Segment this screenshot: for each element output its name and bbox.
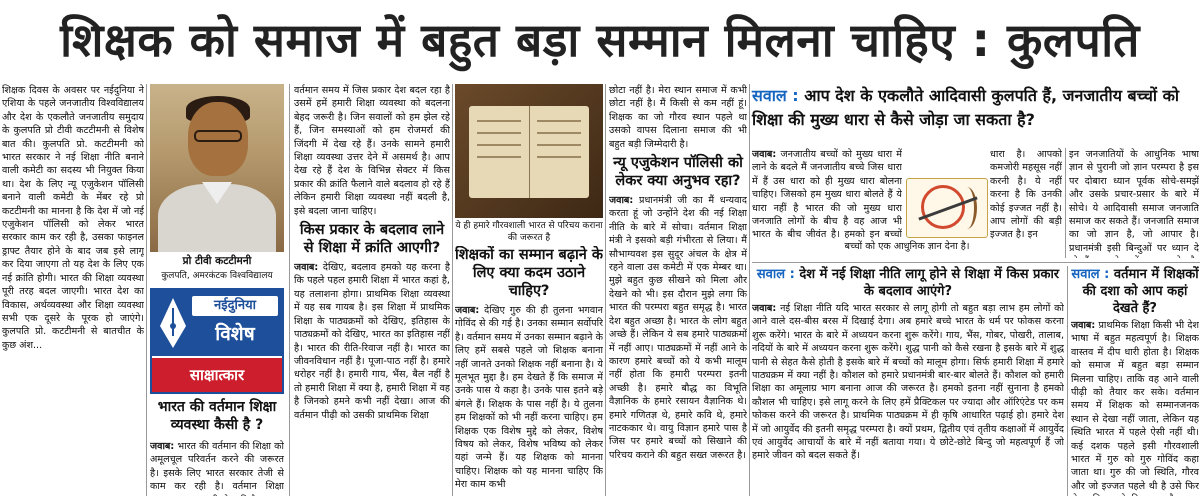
column-five-text: छोटा नहीं है। मेरा स्थान समाज में कभी छोटा नहीं है। मैं किसी से कम नहीं हूं। शिक्षक का जो गौरव स्थान पहले था उसको वापस दिलाना समाज की भी बहुत बड़ी जिम्मेदारी है। (609, 85, 747, 150)
vishesh-label: विशेष (215, 323, 255, 345)
column-three-text: वर्तमान समय में जिस प्रकार देश बदल रहा है उसमें हमें हमारी शिक्षा व्यवस्था को बदलना बेहद जरूरी है। जिन सवालों को हम झेल रहे हैं, जिन समस्याओं को हम रोजमर्रा की जिंदगी में देख रहे हैं। उनके सामने हमारी शिक्षा व्यवस्था उत्तर देने में असमर्थ है। आप देख रहे हैं देश के विभिन्न सेक्टर में किस प्रकार की क्रांति फैलाने वाले बदलाव हो रहे हैं लेकिन हमारी शिक्षा व्यवस्था नहीं बदली है, इसे बदला जाना चाहिए। (294, 85, 450, 217)
column-divider (1065, 148, 1066, 258)
column-divider (289, 84, 290, 496)
question-tag: सवाल : (752, 86, 799, 105)
naidunia-vishesh-logo (150, 288, 284, 394)
answer-text: प्रधानमंत्री जी का मैं धन्यवाद करता हूं जो उन्होंने देश की नई शिक्षा नीति के बारे में सोचा। वर्तमान शिक्षा मंत्री ने इसको बड़ी गंभीरता से लिया। मैं सौभाग्यवश इस सुदूर अंचल के क्षेत्र में रहने वाला उस कमेटी में एक मेम्बर था। मुझे बहुत कुछ सीखने को मिला और देखने को भी। इस दौरान मुझे लगा कि भारत की परम्परा बहुत समृद्ध है। भारत देश बहुत अच्छा है। भारत के लोग बहुत अच्छे हैं। लेकिन ये सब हमारे पाठ्यक्रमों में नहीं आए। पाठ्यक्रमों में नहीं आने के कारण हमारे बच्चों को ये कभी मालूम नहीं होता कि हमारी परम्परा इतनी अच्छी है। हमारे बौद्ध का विभूति वैज्ञानिक के हमारे रसायन वैज्ञानिक थे। हमारे गणितज्ञ थे, हमारे कवि थे, हमारे नाटककार थे। वायु विज्ञान हमारे पास है जिस पर हमारे बच्चों को सिखाने की परिचय कराने की बहुत सख्त जरूरत है। (609, 195, 747, 461)
book-photo-caption: ये ही हमारे गौरवशाली भारत से परिचय कराना की जरूरत है (455, 221, 603, 243)
pen-nib-icon (156, 296, 190, 350)
answer-lead: जवाब: (294, 262, 319, 274)
answer-lead: जवाब: (1071, 320, 1096, 331)
brand-name: नईदुनिया (192, 296, 278, 316)
column-five (609, 84, 747, 496)
column-eight-text: इन जनजातियों के आधुनिक भाषा ज्ञान से पुरानी जो ज्ञान परम्परा है इस पर दोबारा ध्यान पूर्वक सोचे-समझें और उसके प्रचार-प्रसार के बारे में सोचे। ये आदिवासी समाज जनजाति समाज कर सकते हैं। जनजाति समाज का जो ज्ञान है, जो आपार है। प्रधानमंत्री इसी बिन्दुओं पर ध्यान दे (1069, 149, 1199, 254)
intro-column (2, 84, 144, 496)
intro-text: शिक्षक दिवस के अवसर पर नईदुनिया ने एशिया के पहले जनजातीय विश्वविद्यालय और देश के एकलौते जनजातीय समुदाय के कुलपति प्रो टीवी कटटीमनी से विशेष बात की। कुलपति प्रो. कटटीमनी को भारत सरकार ने नई शिक्षा नीति बनाने वाली कमेटी का सदस्य भी नियुक्त किया था। देश के लिए न्यू एजुकेशन पॉलिसी बनाने वाली कमेटी के मेंबर रहे प्रो कटटीमनी का मानना है कि देश में जो नई एजुकेशन पॉलिसी को लेकर भारत सरकार काम कर रही है, उसका फाइनल ड्राफ्ट तैयार होने के बाद जब इसे लागू कर दिया जाएगा तो यह देश के लिए एक नई क्रांति होगी। भारत की शिक्षा व्यवस्था पूरी तरह बदल जाएगी। भारत देश का विकास, अर्थव्यवस्था और शिक्षा व्यवस्था सभी एक दूसरे के पूरक हो जाएंगे। कुलपति प्रो. कटटीमनी से बातचीत के कुछ अंश... (2, 85, 144, 351)
photo-caption-name: प्रो टीवी कटटीमनी (182, 255, 252, 267)
column-divider (749, 84, 750, 496)
question-tag: सवाल : (756, 267, 795, 282)
answer-text: देखिए गुरु की ही तुलना भगवान गोविंद से की गई है। उनका सम्मान सर्वोपरि है। वर्तमान समय में उनका सम्मान बढ़ाने के लिए हमें सबसे पहले जो शिक्षक बनाना नहीं जानते उनको शिक्षक नहीं बनाना है। ये मूलभूत मुद्दा है। हम देखते हैं कि समाज में उनके पास ये कहा है। उनके पास इतने बड़े बंगले हैं। शिक्षक के पास नहीं है। ये तुलना हम शिक्षकों को भी नहीं करना चाहिए। हम शिक्षक एक विशेष मुद्दे को लेकर, विशेष विषय को लेकर, विशेष भविष्य को लेकर यहां जन्मे हैं। यह शिक्षक को मानना चाहिए। शिक्षक को यह मानना चाहिए कि मेरा काम कभी (455, 305, 603, 491)
answer-lead: जवाब: (455, 305, 480, 316)
column-divider (452, 84, 453, 496)
column-eight (1069, 148, 1199, 258)
answer-text: जनजातीय बच्चों को मुख्य धारा में लाने के बदले मैं जनजातीय बच्चे जिस धारा में हैं उस धारा को ही मुख्य धारा बोलना चाहिए। जिसको हम मुख्य धारा बोलते हैं ये धारा नहीं है भारत की जो मुख्य धारा जनजाति लोगों के बीच है वह आज भी भारत के बीच जीवंत है। हमको इन बच्चों (752, 149, 902, 240)
answer-lead: जवाब: (752, 149, 777, 160)
archer-illustration (906, 178, 988, 238)
ancient-book-photo (455, 84, 603, 218)
sidebar-question-text: देश में नई शिक्षा नीति लागू होने से शिक्षा में किस प्रकार के बदलाव आएंगे? (794, 267, 1060, 299)
sidebar-teacher-condition-question (1071, 266, 1199, 317)
answer-lead: जवाब: (609, 195, 634, 207)
sidebar-new-policy-question (752, 266, 1064, 300)
sidebar-teacher-condition (1071, 266, 1199, 496)
column-six (752, 148, 902, 240)
vice-chancellor-photo (150, 84, 284, 252)
answer-lead: जवाब: (150, 441, 175, 452)
illustration-caption: बच्चों को एक आधुनिक ज्ञान देना है। (844, 241, 970, 252)
sidebar-question-text: वर्तमान में शिक्षकों की दशा को आप कहां देखते हैं? (1082, 267, 1199, 316)
page-headline: शिक्षक को समाज में बहुत बड़ा सम्मान मिलना चाहिए : कुलपति (60, 13, 1140, 67)
column-four (455, 246, 603, 496)
answer-text: प्राथमिक शिक्षा किसी भी देश भाषा में बहुत महत्वपूर्ण है। शिक्षक वास्तव में दीप धारी होता है। शिक्षक को समाज में बहुत बड़ा सम्मान मिलना चाहिए। ताकि वह आने वाली पीढ़ी को तैयार कर सके। वर्तमान समय में शिक्षक को सम्मानजनक स्थान से देखा नहीं जाता, लेकिन यह स्थिति भारत में पहले ऐसी नहीं थी। कई दशक पहले इसी गौरवशाली भारत में गुरु को गुरु गोविंद कहा जाता था। गुरु की जो स्थिति, गौरव और जो इज्जत पहले थी है उसे फिर (1071, 320, 1199, 492)
question-banner-text: आप देश के एकलौते आदिवासी कुलपति हैं, जनजातीय बच्चों को शिक्षा की मुख्य धारा से कैसे जोड़ा जा सकता है? (752, 86, 1180, 129)
answer-text: भारत की वर्तमान की शिक्षा को अमूलचूल परिवर्तन करने की जरूरत है। इसके लिए भारत सरकार तेजी से काम कर रही है। वर्तमान शिक्षा (150, 441, 284, 493)
question-tag: सवाल : (1071, 267, 1110, 282)
answer-text: देखिए, बदलाव हमको यह करना है कि पहले पहल हमारी शिक्षा में भारत कहां है, यह तलाशना होगा। प्राथमिक शिक्षा व्यवस्था में यह सब गायब है। इस शिक्षा में प्राथमिक शिक्षा के पाठ्यक्रमों को देखिए, इतिहास के पाठ्यक्रमों को देखिए, भारत का इतिहास नहीं है। भारत की रीति-रिवाज नहीं है। भारत का जीवनविधान नहीं है। पूजा-पाठ नहीं है। हमारे धरोहर नहीं है। हमारी गाय, भैंस, बैल नहीं है तो हमारी शिक्षा में क्या है, हमारी शिक्षा में वह है जिनको हमने कभी नहीं देखा। आज की वर्तमान पीढ़ी को उसकी प्राथमिक शिक्षा (294, 262, 450, 421)
answer-lead: जवाब: (752, 303, 777, 314)
column-divider (1067, 266, 1068, 496)
question-current-education: भारत की वर्तमान शिक्षा व्यवस्था कैसी है ? (157, 399, 277, 433)
question-revolution: किस प्रकार के बदलाव लाने से शिक्षा में क्रांति आएगी? (299, 222, 445, 257)
question-new-education-policy: न्यू एजुकेशन पॉलिसी को लेकर क्या अनुभव रहा? (613, 155, 743, 190)
answer-text: नई शिक्षा नीति यदि भारत सरकार से लागू होगी तो बहुत बड़ा लाभ हम लोगों को आने वाले दस-बीस बरस में दिखाई देगा। अब हमारे बच्चे भारत के धर्म पर फोकस करना शुरू करेंगे। भारत के बारे में अध्ययन करना शुरू करेंगे। गाय, भैंस, गोबर, पोखरी, तालाब, नदियों के बारे में अध्ययन करना शुरू करेंगे। शुद्ध पानी को कैसे रखना है इसके बारे में शुद्ध पानी से सेहत कैसे होती है इसके बारे में बच्चों को मालूम होगा। सिर्फ हमारी शिक्षा में हमारे पाठ्यक्रम में क्या नहीं है। कौशल को हमारे प्रधानमंत्री बार-बार बोलते हैं। कौशल को हमारी शिक्षा का अमूलाग्र भाग बनाना आज की जरूरत है। हमको इतना नहीं सुनाना है हमको कौशल भी चाहिए। इसे लागू करने के लिए हमें प्रैक्टिकल पर ज्यादा और ऑरिएंटेड पर कम फोकस करने की जरूरत है। प्राथमिक पाठ्यक्रम में ही कृषि आधारित पढ़ाई हो। हमारे देश में जो आयुर्वेद की इतनी समृद्ध परम्परा है। क्यों प्रथम, द्वितीय एवं तृतीय कक्षाओं में आयुर्वेद एवं आयुर्वेद आचार्यों के बारे में नहीं बताया गया। ये छोटे-छोटे बिन्दु जो महत्वपूर्ण हैं जो हमारे जीवन को बदल सकते हैं। (752, 303, 1064, 462)
photo-caption (150, 254, 284, 281)
column-divider (146, 84, 147, 496)
sidebar-new-policy (752, 266, 1064, 496)
photo-caption-designation: कुलपति, अमरकंटक विश्वविद्यालय (161, 271, 273, 281)
column-seven-text: धारा है। आपको कमजोरी महसूस नहीं करनी है। ये नहीं करना है कि उनकी कोई इज्जत नहीं है। आप लोगों की बड़ी इज्जत है। इन (990, 149, 1062, 240)
section-divider (752, 262, 1200, 263)
column-seven (990, 148, 1062, 240)
answer-current-education (150, 440, 284, 496)
question-banner-tribal (752, 84, 1200, 144)
column-divider (605, 84, 606, 496)
question-teacher-respect: शिक्षकों का सम्मान बढ़ाने के लिए क्या कदम उठाने चाहिए? (455, 247, 603, 299)
column-three (294, 84, 450, 496)
interview-label: साक्षात्कार (152, 358, 282, 392)
